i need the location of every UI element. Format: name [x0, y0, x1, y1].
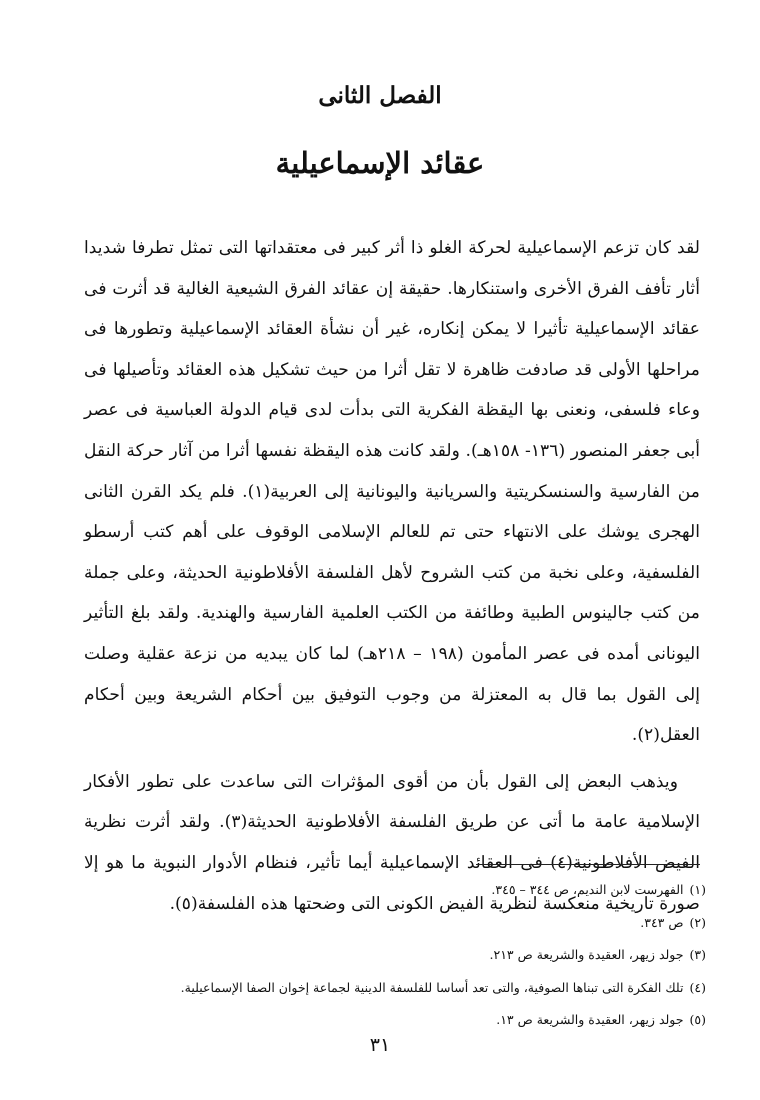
footnote-4	[84, 972, 706, 1005]
chapter-heading: الفصل الثانى	[318, 82, 442, 109]
footnote-number: (٢)	[689, 914, 706, 930]
footnote-number: (٤)	[689, 979, 706, 995]
paragraph-1: لقد كان تزعم الإسماعيلية لحركة الغلو ذا أثر كبير فى معتقداتها التى تمثل تطرفا شديدا أثار تأفف الفرق الأخرى واستنكارها. حقيقة إن عقائد الفرق الشيعية الغالية قد أثرت فى عقائد الإسماعيلية تأثيرا لا يمكن إنكاره، غير أن نشأة العقائد الإسماعيلية وتطورها فى مراحلها الأولى قد صادفت ظاهرة لا تقل أثرا من حيث تشكيل هذه العقائد وتأصيلها فى وعاء فلسفى، ونعنى بها اليقظة الفكرية التى بدأت لدى قيام الدولة العباسية فى عصر أبى جعفر المنصور (١٣٦- ١٥٨هـ). ولقد كانت هذه اليقظة نفسها أثرا من آثار حركة النقل من الفارسية والسنسكريتية والسريانية واليونانية إلى العربية(١). فلم يكد القرن الثانى الهجرى يوشك على الانتهاء حتى تم للعالم الإسلامى الوقوف على أهم كتب أرسطو الفلسفية، وعلى نخبة من كتب الشروح لأهل الفلسفة الأفلاطونية الحديثة، وعلى جملة من كتب جالينوس الطبية وطائفة من الكتب العلمية الفارسية والهندية. ولقد بلغ التأثير اليونانى أمده فى عصر المأمون (١٩٨ – ٢١٨هـ) لما كان يبديه من نزعة عقلية وصلت إلى القول بما قال به المعتزلة من وجوب التوفيق بين أحكام الشريعة وبين أحكام العقل(٢).	[84, 238, 700, 746]
body-text	[84, 228, 700, 924]
footnotes	[84, 874, 706, 1037]
footnote-number: (٣)	[689, 947, 706, 962]
footnote-3	[84, 939, 706, 972]
paragraph-2: ويذهب البعض إلى القول بأن من أقوى المؤثرات التى ساعدت على تطور الأفكار الإسلامية عامة ما أتى عن طريق الفلسفة الأفلاطونية الحديثة(٣). ولقد أثرت نظرية الفيض الأفلاطونية(٤) فى العقائد الإسماعيلية أيما تأثير، فنظام الأدوار النبوية ما هو إلا صورة تاريخية منعكسة لنظرية الفيض الكونى التى وضحتها هذه الفلسفة(٥).	[84, 771, 700, 914]
footnote-5	[84, 1004, 706, 1037]
footnote-1	[84, 874, 706, 907]
footnote-number: (١)	[689, 882, 706, 897]
footnote-text: جولد زيهر، العقيدة والشريعة ص ١٣.	[496, 1012, 684, 1027]
footnote-text: جولد زيهر، العقيدة والشريعة ص ٢١٣.	[489, 947, 684, 962]
footnote-separator	[476, 864, 700, 865]
footnote-text: الفهرست لابن النديم، ص ٣٤٤ – ٣٤٥.	[491, 882, 684, 897]
footnote-text: تلك الفكرة التى تبناها الصوفية، والتى تعد أساسا للفلسفة الدينية لجماعة إخوان الصفا الإسماعيلية.	[180, 979, 684, 995]
footnote-text: ص ٣٤٣.	[640, 914, 684, 930]
footnote-number: (٥)	[689, 1012, 706, 1027]
chapter-title: عقائد الإسماعيلية	[275, 146, 485, 180]
page-number: ٣١	[369, 1034, 391, 1056]
footnote-2	[84, 907, 706, 940]
